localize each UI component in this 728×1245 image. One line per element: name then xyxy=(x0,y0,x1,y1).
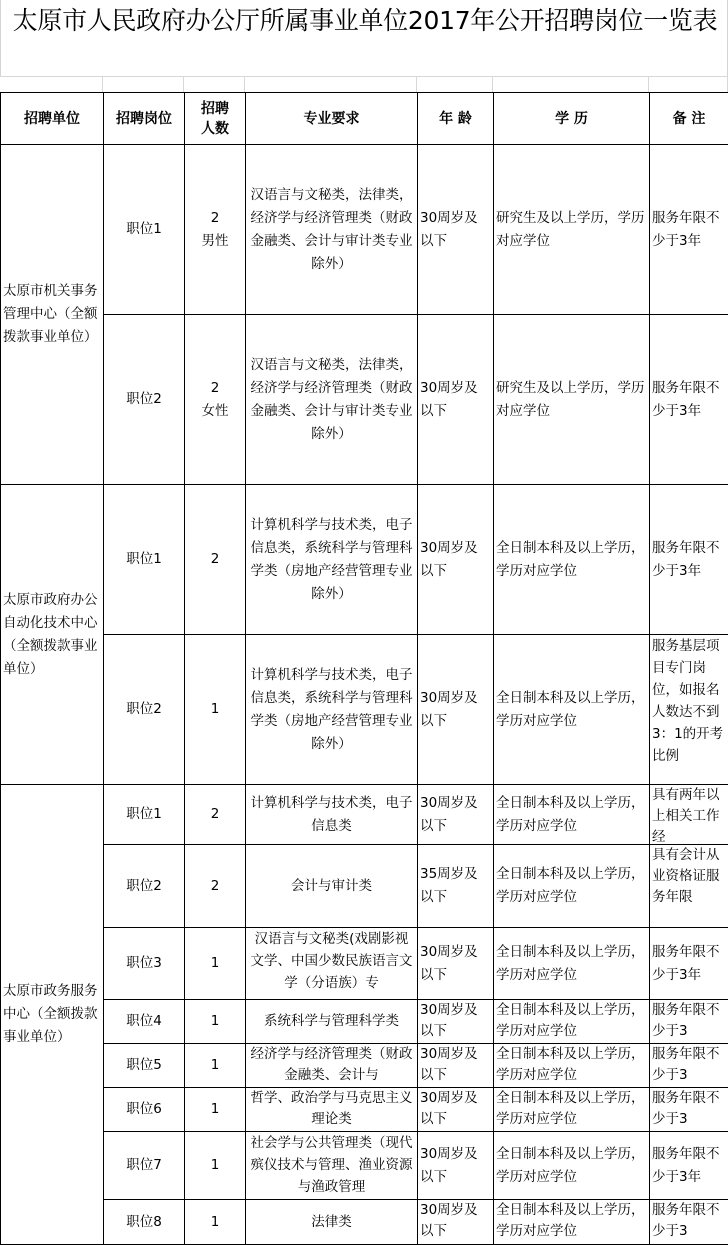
header-major: 专业要求 xyxy=(246,93,418,145)
title-cell xyxy=(0,0,728,76)
remark-cell xyxy=(650,845,728,928)
remark-cell: 服务年限不少于3年 xyxy=(650,1132,728,1200)
count-value: 2 xyxy=(210,209,220,226)
count-cell: 2 xyxy=(185,785,246,845)
age-cell: 30周岁及以下 xyxy=(418,928,494,1000)
table-row xyxy=(1,1200,728,1245)
position-cell: 职位6 xyxy=(104,1088,185,1132)
header-count-text: 招聘人数 xyxy=(201,100,229,137)
header-unit: 招聘单位 xyxy=(1,93,104,145)
remark-cell xyxy=(650,1200,728,1245)
major-cell xyxy=(246,928,418,1000)
major-cell xyxy=(246,1088,418,1132)
remark-text: 服务年限不少于3 xyxy=(652,1002,720,1039)
remark-text: 服务基层项目专门岗位，如报名人数达不到3：1的开考比例 xyxy=(652,638,724,764)
age-text: 30周岁及以下 xyxy=(420,1202,478,1239)
remark-cell: 服务年限不少于3年 xyxy=(650,145,728,315)
education-text: 全日制本科及以上学历，学历对应学位 xyxy=(496,1002,645,1039)
grid-cell xyxy=(103,76,184,92)
table-row xyxy=(1,1132,728,1200)
age-cell: 30周岁及以下 xyxy=(418,785,494,845)
major-text: 哲学、政治学与马克思主义理论类 xyxy=(250,1090,413,1127)
position-cell: 职位7 xyxy=(104,1132,185,1200)
remark-cell xyxy=(650,1044,728,1088)
table-row xyxy=(1,145,728,315)
count-cell: 1 xyxy=(185,1000,246,1044)
position-cell: 职位3 xyxy=(104,928,185,1000)
remark-text: 服务年限不少于3 xyxy=(652,1090,720,1127)
remark-cell: 服务年限不少于3年 xyxy=(650,928,728,1000)
major-text: 经济学与经济管理类（财政金融类、会计与 xyxy=(250,1046,413,1083)
count-note: 女性 xyxy=(201,402,229,419)
count-cell: 1 xyxy=(185,1044,246,1088)
major-cell: 计算机科学与技术类，电子信息类 xyxy=(246,785,418,845)
count-note: 男性 xyxy=(201,232,229,249)
age-cell xyxy=(418,1088,494,1132)
education-cell: 全日制本科及以上学历，学历对应学位 xyxy=(494,845,650,928)
unit-cell: 太原市机关事务管理中心（全额拨款事业单位） xyxy=(1,145,104,485)
table-row xyxy=(1,1000,728,1044)
remark-cell: 服务年限不少于3年 xyxy=(650,315,728,485)
table-row xyxy=(1,928,728,1000)
age-cell xyxy=(418,1200,494,1245)
position-cell: 职位5 xyxy=(104,1044,185,1088)
major-cell: 计算机科学与技术类，电子信息类，系统科学与管理科学类（房地产经营管理专业除外） xyxy=(246,635,418,785)
major-cell: 系统科学与管理科学类 xyxy=(246,1000,418,1044)
unit-cell: 太原市政务服务中心（全额拨款事业单位） xyxy=(1,785,104,1245)
empty-grid-row xyxy=(0,76,728,92)
education-text: 全日制本科及以上学历，学历对应学位 xyxy=(496,1046,645,1083)
table-row xyxy=(1,485,728,635)
age-text: 30周岁及以下 xyxy=(420,1002,478,1039)
age-cell: 30周岁及以下 xyxy=(418,315,494,485)
unit-cell: 太原市政府办公自动化技术中心（全额拨款事业单位） xyxy=(1,485,104,785)
count-cell: 2 xyxy=(185,845,246,928)
age-cell: 30周岁及以下 xyxy=(418,1132,494,1200)
age-cell: 35周岁及以下 xyxy=(418,845,494,928)
grid-cell xyxy=(493,76,649,92)
major-text: 汉语言与文秘类(戏剧影视文学、中国少数民族语言文学（分语族）专 xyxy=(250,931,413,991)
major-cell: 计算机科学与技术类，电子信息类，系统科学与管理科学类（房地产经营管理专业除外） xyxy=(246,485,418,635)
education-text: 全日制本科及以上学历，学历对应学位 xyxy=(496,1090,645,1127)
remark-cell xyxy=(650,1088,728,1132)
grid-cell xyxy=(417,76,493,92)
header-position: 招聘岗位 xyxy=(104,93,185,145)
grid-cell xyxy=(245,76,417,92)
remark-cell: 服务年限不少于3年 xyxy=(650,485,728,635)
age-cell: 30周岁及以下 xyxy=(418,635,494,785)
education-cell: 全日制本科及以上学历，学历对应学位 xyxy=(494,1132,650,1200)
count-cell: 1 xyxy=(185,1200,246,1245)
grid-cell xyxy=(184,76,245,92)
count-cell: 1 xyxy=(185,1132,246,1200)
major-cell: 法律类 xyxy=(246,1200,418,1245)
major-cell: 汉语言与文秘类，法律类，经济学与经济管理类（财政金融类、会计与审计类专业除外） xyxy=(246,315,418,485)
table-row xyxy=(1,635,728,785)
education-cell xyxy=(494,1200,650,1245)
major-cell xyxy=(246,1132,418,1200)
education-cell xyxy=(494,1088,650,1132)
table-row xyxy=(1,1088,728,1132)
education-cell: 全日制本科及以上学历，学历对应学位 xyxy=(494,928,650,1000)
remark-cell xyxy=(650,1000,728,1044)
position-cell: 职位4 xyxy=(104,1000,185,1044)
education-cell xyxy=(494,1044,650,1088)
education-cell: 研究生及以上学历，学历对应学位 xyxy=(494,315,650,485)
education-cell xyxy=(494,1000,650,1044)
education-cell: 全日制本科及以上学历，学历对应学位 xyxy=(494,785,650,845)
count-cell xyxy=(185,315,246,485)
count-cell: 1 xyxy=(185,1088,246,1132)
count-cell: 1 xyxy=(185,928,246,1000)
remark-text: 服务年限不少于3 xyxy=(652,1046,720,1083)
header-remark: 备 注 xyxy=(650,93,728,145)
position-cell: 职位2 xyxy=(104,315,185,485)
major-cell: 会计与审计类 xyxy=(246,845,418,928)
position-cell: 职位2 xyxy=(104,635,185,785)
header-count xyxy=(185,93,246,145)
position-cell: 职位1 xyxy=(104,145,185,315)
age-cell xyxy=(418,1000,494,1044)
count-cell: 2 xyxy=(185,485,246,635)
grid-cell xyxy=(0,76,103,92)
age-text: 30周岁及以下 xyxy=(420,1090,478,1127)
page-title: 太原市人民政府办公厅所属事业单位2017年公开招聘岗位一览表 xyxy=(12,6,718,35)
education-cell: 全日制本科及以上学历，学历对应学位 xyxy=(494,635,650,785)
position-cell: 职位2 xyxy=(104,845,185,928)
count-cell: 1 xyxy=(185,635,246,785)
education-cell: 全日制本科及以上学历，学历对应学位 xyxy=(494,485,650,635)
header-education: 学 历 xyxy=(494,93,650,145)
recruitment-table xyxy=(0,92,728,1245)
major-cell: 汉语言与文秘类，法律类，经济学与经济管理类（财政金融类、会计与审计类专业除外） xyxy=(246,145,418,315)
table-row xyxy=(1,1044,728,1088)
count-value: 2 xyxy=(210,379,220,396)
position-cell: 职位1 xyxy=(104,785,185,845)
remark-cell xyxy=(650,785,728,845)
remark-text: 具有两年以上相关工作经 xyxy=(652,787,720,843)
header-age: 年 龄 xyxy=(418,93,494,145)
table-row xyxy=(1,845,728,928)
position-cell: 职位8 xyxy=(104,1200,185,1245)
age-cell xyxy=(418,1044,494,1088)
major-text: 社会学与公共管理类（现代殡仪技术与管理、渔业资源与渔政管理 xyxy=(250,1135,413,1195)
remark-text: 服务年限不少于3 xyxy=(652,1202,720,1239)
major-cell xyxy=(246,1044,418,1088)
header-row xyxy=(1,93,728,145)
grid-cell xyxy=(649,76,728,92)
remark-text: 具有会计从业资格证服务年限 xyxy=(652,847,720,905)
age-cell: 30周岁及以下 xyxy=(418,485,494,635)
education-text: 全日制本科及以上学历，学历对应学位 xyxy=(496,1202,645,1239)
education-cell: 研究生及以上学历，学历对应学位 xyxy=(494,145,650,315)
position-cell: 职位1 xyxy=(104,485,185,635)
table-row xyxy=(1,315,728,485)
table-row xyxy=(1,785,728,845)
count-cell xyxy=(185,145,246,315)
age-cell: 30周岁及以下 xyxy=(418,145,494,315)
age-text: 30周岁及以下 xyxy=(420,1046,478,1083)
remark-cell xyxy=(650,635,728,785)
